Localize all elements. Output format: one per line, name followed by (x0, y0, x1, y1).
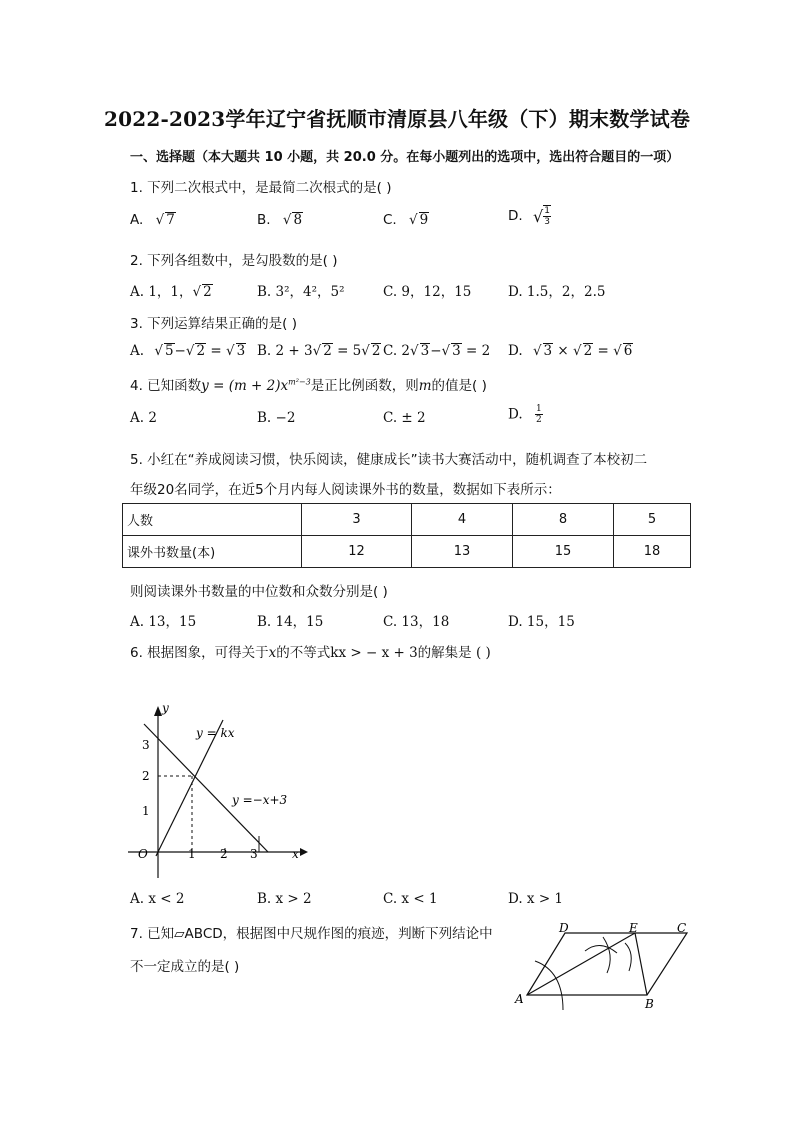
q1-a-radicand: 7 (166, 212, 175, 228)
page-title: 2022-2023学年辽宁省抚顺市清原县八年级（下）期末数学试卷 (103, 107, 691, 131)
q3-b-rad1: 2 (323, 343, 332, 359)
line-y-neg-x-plus-3 (144, 724, 268, 852)
row-label-people: 人数 (123, 504, 302, 536)
q2-option-c[interactable]: C. 9，12，15 (383, 284, 472, 300)
q6-stem-suffix: 的不等式kx > − x + 3的解集是 ( ) (276, 645, 491, 661)
row-label-books: 课外书数量(本) (123, 536, 302, 568)
question-4-stem (130, 374, 487, 394)
q1-d-denominator: 3 (544, 217, 550, 227)
question-7-stem-line1: 7. 已知▱ABCD，根据图中尺规作图的痕迹，判断下列结论中 (130, 926, 493, 942)
q3-d-eq: = (593, 343, 614, 359)
q6-stem-prefix: 6. 根据图象，可得关于 (130, 645, 269, 661)
q3-a-op: − (174, 343, 186, 359)
q3-b-prefix: B. 2 + 3 (257, 343, 313, 359)
q4-d-numerator: 1 (535, 404, 542, 414)
q5-option-c[interactable]: C. 13，18 (383, 614, 450, 630)
x-tick-label-1: 1 (188, 847, 196, 861)
q4-var-m: m (418, 378, 432, 394)
table-cell: 12 (302, 536, 412, 568)
vertex-label-c: C (677, 921, 687, 935)
q1-d-label: D. (508, 208, 523, 224)
q3-d-op: × (553, 343, 574, 359)
q1-c-radicand: 9 (419, 212, 429, 228)
question-5-stem-line2: 年级20名同学，在近5个月内每人阅读课外书的数量，数据如下表所示： (130, 482, 561, 498)
y-axis-arrow-icon (154, 706, 162, 716)
q6-option-c[interactable]: C. x < 1 (383, 891, 438, 907)
question-2-stem: 2. 下列各组数中，是勾股数的是( ) (130, 253, 338, 269)
table-cell: 13 (412, 536, 513, 568)
table-cell: 18 (614, 536, 691, 568)
q3-a-eq: = (206, 343, 226, 359)
q4-stem-suffix: 的值是( ) (431, 378, 487, 394)
question-5-stem-line3: 则阅读课外书数量的中位数和众数分别是( ) (130, 584, 388, 600)
vertex-label-b: B (645, 997, 654, 1011)
construction-arc-2 (603, 937, 610, 973)
q3-d-prefix: D. (508, 343, 523, 359)
table-cell: 15 (513, 536, 614, 568)
q3-b-rad2: 2 (371, 343, 381, 359)
question-3-stem: 3. 下列运算结果正确的是( ) (130, 316, 297, 332)
q3-d-rad3: 6 (623, 343, 633, 359)
question-7-stem-line2: 不一定成立的是( ) (130, 959, 240, 975)
q3-c-rad1: 3 (420, 343, 430, 359)
q3-option-a[interactable]: A. √ 5−√ 2 = √ 3 (130, 343, 246, 359)
q1-a-label: A. (130, 212, 144, 228)
q4-d-label: D. (508, 406, 523, 423)
table-cell: 4 (412, 504, 513, 536)
y-tick-label-1: 1 (142, 804, 150, 818)
table-cell: 3 (302, 504, 412, 536)
q2-option-a[interactable]: A. 1，1，√ 2 (130, 284, 212, 300)
segment-eb (635, 933, 647, 995)
q1-b-radicand: 8 (293, 212, 303, 228)
q4-stem-mid: 是正比例函数，则 (310, 378, 419, 394)
q5-option-d[interactable]: D. 15，15 (508, 614, 575, 630)
q3-c-eq: = 2 (461, 343, 491, 359)
q1-option-d[interactable]: D. √ $\frac{1}{3}$ (508, 206, 550, 227)
y-tick-label-3: 3 (142, 738, 150, 752)
y-axis-label: y (162, 701, 169, 715)
q3-d-rad2: 2 (583, 343, 593, 359)
table-row (123, 504, 691, 536)
q3-a-rad1: 5 (164, 343, 174, 359)
q1-option-b[interactable]: B. √ 8 (257, 212, 303, 228)
q2-a-text: A. 1，1， (130, 284, 193, 300)
q4-option-c[interactable]: C. ± 2 (383, 410, 426, 426)
q2-option-d[interactable]: D. 1.5，2，2.5 (508, 284, 606, 300)
x-tick-label-3: 3 (250, 847, 258, 861)
q4-option-b[interactable]: B. −2 (257, 410, 296, 426)
q6-var-x: x (268, 645, 277, 661)
q2-a-radicand: 2 (203, 284, 212, 300)
table-cell: 5 (614, 504, 691, 536)
q1-option-a[interactable]: A. √ 7 (130, 212, 175, 228)
q3-a-rad2: 2 (196, 343, 206, 359)
vertex-label-e: E (629, 921, 638, 935)
construction-arc-a (535, 961, 563, 1010)
q3-a-prefix: A. (130, 343, 145, 359)
q4-function: y = (m + 2)x (201, 378, 289, 394)
q1-c-label: C. (383, 212, 397, 228)
q1-option-c[interactable]: C. √ 9 (383, 212, 429, 228)
q3-a-rad3: 3 (236, 343, 246, 359)
parallelogram-abcd (527, 933, 687, 995)
vertex-label-a: A (515, 992, 524, 1006)
q3-option-c[interactable]: C. 2√ 3−√ 3 = 2 (383, 343, 491, 359)
table-cell: 8 (513, 504, 614, 536)
q3-d-rad1: 3 (543, 343, 553, 359)
question-5-stem-line1: 5. 小红在“养成阅读习惯，快乐阅读，健康成长”读书大赛活动中，随机调查了本校初二 (130, 452, 648, 468)
q5-option-a[interactable]: A. 13，15 (130, 614, 197, 630)
line1-label: y = kx (196, 726, 235, 740)
q1-b-label: B. (257, 212, 271, 228)
line-y-kx (156, 720, 223, 856)
q4-stem-prefix: 4. 已知函数 (130, 378, 202, 394)
q4-option-a[interactable]: A. 2 (130, 410, 157, 426)
table-row (123, 536, 691, 568)
q3-option-b[interactable]: B. 2 + 3√ 2 = 5√ 2 (257, 343, 381, 359)
q3-c-op: − (430, 343, 442, 359)
q6-option-d[interactable]: D. x > 1 (508, 891, 564, 907)
q3-c-rad2: 3 (452, 343, 461, 359)
segment-ae (527, 933, 635, 995)
q5-option-b[interactable]: B. 14，15 (257, 614, 324, 630)
q3-c-prefix: C. 2 (383, 343, 411, 359)
q4-option-d[interactable] (508, 404, 543, 425)
x-axis-arrow-icon (300, 848, 308, 856)
function-graph (128, 700, 318, 880)
q1-d-numerator: 1 (544, 206, 550, 216)
vertex-label-d: D (559, 921, 569, 935)
line2-label: y =−x+3 (232, 793, 288, 807)
q3-b-eq: = 5 (332, 343, 362, 359)
construction-arc-3 (625, 943, 631, 971)
q4-d-denominator: 2 (535, 415, 542, 425)
y-tick-label-2: 2 (142, 769, 150, 783)
q2-option-b[interactable]: B. 3²，4²，5² (257, 284, 345, 300)
section-heading: 一、选择题（本大题共 10 小题，共 20.0 分。在每小题列出的选项中，选出符合题目的一项） (130, 150, 680, 165)
x-tick-label-2: 2 (220, 847, 228, 861)
question-1-stem: 1. 下列二次根式中，是最简二次根式的是( ) (130, 180, 392, 196)
origin-label: O (138, 847, 148, 861)
q6-option-a[interactable]: A. x < 2 (130, 891, 185, 907)
question-6-stem (130, 641, 491, 661)
q6-option-b[interactable]: B. x > 2 (257, 891, 312, 907)
q4-exponent: m²−3 (288, 377, 311, 387)
parallelogram-figure (505, 915, 705, 1015)
q3-option-d[interactable]: D. √ 3 × √ 2 = √ 6 (508, 343, 633, 359)
reading-data-table (122, 503, 691, 568)
x-axis-label: x (292, 847, 299, 861)
